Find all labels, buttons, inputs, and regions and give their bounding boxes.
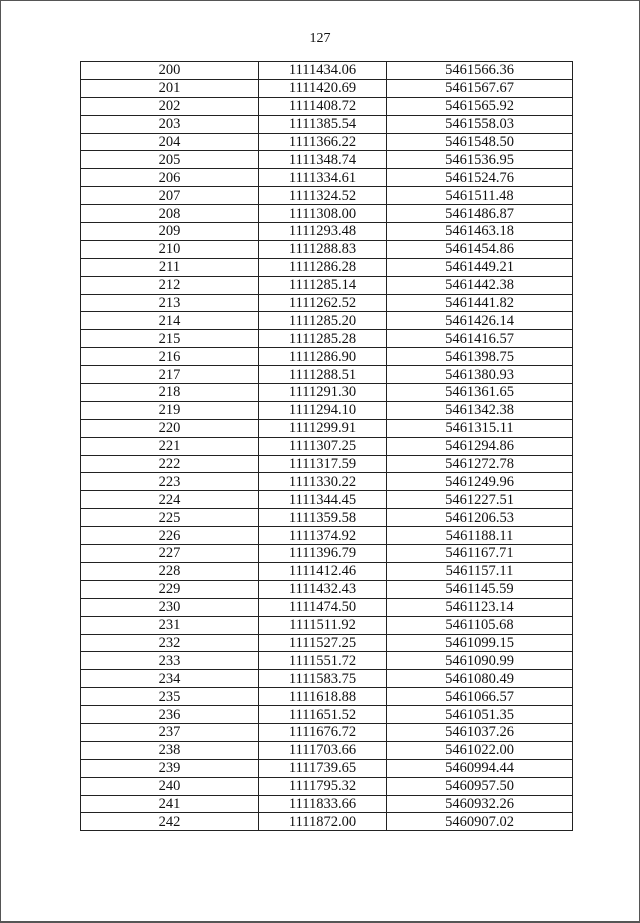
x-coordinate-cell: 1111396.79 [259,545,387,563]
point-number-cell: 213 [81,294,259,312]
y-coordinate-cell: 5461566.36 [387,62,573,80]
x-coordinate-cell: 1111285.20 [259,312,387,330]
table-row [81,79,573,97]
table-row [81,133,573,151]
table-row [81,688,573,706]
table-row [81,580,573,598]
table-row [81,616,573,634]
x-coordinate-cell: 1111527.25 [259,634,387,652]
point-number-cell: 212 [81,276,259,294]
x-coordinate-cell: 1111703.66 [259,741,387,759]
table-row [81,777,573,795]
y-coordinate-cell: 5461090.99 [387,652,573,670]
table-row [81,491,573,509]
table-row [81,598,573,616]
x-coordinate-cell: 1111294.10 [259,401,387,419]
table-row [81,294,573,312]
point-number-cell: 216 [81,348,259,366]
y-coordinate-cell: 5461145.59 [387,580,573,598]
y-coordinate-cell: 5461342.38 [387,401,573,419]
point-number-cell: 231 [81,616,259,634]
point-number-cell: 235 [81,688,259,706]
point-number-cell: 226 [81,527,259,545]
point-number-cell: 218 [81,384,259,402]
x-coordinate-cell: 1111412.46 [259,562,387,580]
point-number-cell: 232 [81,634,259,652]
x-coordinate-cell: 1111618.88 [259,688,387,706]
x-coordinate-cell: 1111348.74 [259,151,387,169]
y-coordinate-cell: 5460994.44 [387,759,573,777]
x-coordinate-cell: 1111285.14 [259,276,387,294]
point-number-cell: 225 [81,509,259,527]
point-number-cell: 228 [81,562,259,580]
point-number-cell: 239 [81,759,259,777]
table-row [81,187,573,205]
table-row [81,473,573,491]
x-coordinate-cell: 1111872.00 [259,813,387,831]
table-row [81,258,573,276]
y-coordinate-cell: 5461080.49 [387,670,573,688]
table-row [81,384,573,402]
point-number-cell: 229 [81,580,259,598]
table-row [81,151,573,169]
y-coordinate-cell: 5461206.53 [387,509,573,527]
table-row [81,723,573,741]
y-coordinate-cell: 5460932.26 [387,795,573,813]
x-coordinate-cell: 1111308.00 [259,205,387,223]
point-number-cell: 221 [81,437,259,455]
y-coordinate-cell: 5461272.78 [387,455,573,473]
y-coordinate-cell: 5460957.50 [387,777,573,795]
table-row [81,240,573,258]
table-row [81,366,573,384]
table-row [81,652,573,670]
y-coordinate-cell: 5461099.15 [387,634,573,652]
table-row [81,62,573,80]
y-coordinate-cell: 5460907.02 [387,813,573,831]
x-coordinate-cell: 1111359.58 [259,509,387,527]
x-coordinate-cell: 1111408.72 [259,97,387,115]
y-coordinate-cell: 5461022.00 [387,741,573,759]
page-number: 127 [309,31,331,46]
y-coordinate-cell: 5461454.86 [387,240,573,258]
table-row [81,437,573,455]
y-coordinate-cell: 5461565.92 [387,97,573,115]
x-coordinate-cell: 1111317.59 [259,455,387,473]
x-coordinate-cell: 1111434.06 [259,62,387,80]
y-coordinate-cell: 5461037.26 [387,723,573,741]
point-number-cell: 219 [81,401,259,419]
table-row [81,115,573,133]
y-coordinate-cell: 5461463.18 [387,223,573,241]
x-coordinate-cell: 1111651.52 [259,706,387,724]
y-coordinate-cell: 5461426.14 [387,312,573,330]
x-coordinate-cell: 1111739.65 [259,759,387,777]
x-coordinate-cell: 1111293.48 [259,223,387,241]
y-coordinate-cell: 5461416.57 [387,330,573,348]
point-number-cell: 215 [81,330,259,348]
table-row [81,419,573,437]
point-number-cell: 238 [81,741,259,759]
table-row [81,169,573,187]
y-coordinate-cell: 5461249.96 [387,473,573,491]
table-row [81,545,573,563]
x-coordinate-cell: 1111833.66 [259,795,387,813]
point-number-cell: 200 [81,62,259,80]
y-coordinate-cell: 5461524.76 [387,169,573,187]
coordinates-table-body [81,62,573,831]
y-coordinate-cell: 5461157.11 [387,562,573,580]
point-number-cell: 224 [81,491,259,509]
point-number-cell: 206 [81,169,259,187]
point-number-cell: 209 [81,223,259,241]
y-coordinate-cell: 5461315.11 [387,419,573,437]
x-coordinate-cell: 1111474.50 [259,598,387,616]
point-number-cell: 220 [81,419,259,437]
y-coordinate-cell: 5461188.11 [387,527,573,545]
table-row [81,312,573,330]
x-coordinate-cell: 1111285.28 [259,330,387,348]
y-coordinate-cell: 5461567.67 [387,79,573,97]
x-coordinate-cell: 1111288.51 [259,366,387,384]
x-coordinate-cell: 1111291.30 [259,384,387,402]
y-coordinate-cell: 5461051.35 [387,706,573,724]
point-number-cell: 211 [81,258,259,276]
table-row [81,562,573,580]
point-number-cell: 240 [81,777,259,795]
x-coordinate-cell: 1111324.52 [259,187,387,205]
table-row [81,509,573,527]
y-coordinate-cell: 5461442.38 [387,276,573,294]
y-coordinate-cell: 5461227.51 [387,491,573,509]
table-row [81,205,573,223]
x-coordinate-cell: 1111299.91 [259,419,387,437]
point-number-cell: 222 [81,455,259,473]
point-number-cell: 242 [81,813,259,831]
x-coordinate-cell: 1111307.25 [259,437,387,455]
x-coordinate-cell: 1111432.43 [259,580,387,598]
table-row [81,634,573,652]
y-coordinate-cell: 5461066.57 [387,688,573,706]
table-row [81,276,573,294]
y-coordinate-cell: 5461294.86 [387,437,573,455]
y-coordinate-cell: 5461167.71 [387,545,573,563]
table-row [81,330,573,348]
point-number-cell: 236 [81,706,259,724]
x-coordinate-cell: 1111344.45 [259,491,387,509]
x-coordinate-cell: 1111366.22 [259,133,387,151]
y-coordinate-cell: 5461398.75 [387,348,573,366]
table-row [81,813,573,831]
y-coordinate-cell: 5461449.21 [387,258,573,276]
table-row [81,759,573,777]
table-row [81,223,573,241]
y-coordinate-cell: 5461511.48 [387,187,573,205]
x-coordinate-cell: 1111420.69 [259,79,387,97]
point-number-cell: 234 [81,670,259,688]
x-coordinate-cell: 1111330.22 [259,473,387,491]
table-row [81,348,573,366]
point-number-cell: 227 [81,545,259,563]
y-coordinate-cell: 5461548.50 [387,133,573,151]
point-number-cell: 203 [81,115,259,133]
point-number-cell: 214 [81,312,259,330]
x-coordinate-cell: 1111795.32 [259,777,387,795]
x-coordinate-cell: 1111511.92 [259,616,387,634]
y-coordinate-cell: 5461380.93 [387,366,573,384]
x-coordinate-cell: 1111385.54 [259,115,387,133]
point-number-cell: 237 [81,723,259,741]
y-coordinate-cell: 5461123.14 [387,598,573,616]
y-coordinate-cell: 5461536.95 [387,151,573,169]
x-coordinate-cell: 1111583.75 [259,670,387,688]
point-number-cell: 233 [81,652,259,670]
table-row [81,527,573,545]
table-row [81,401,573,419]
x-coordinate-cell: 1111676.72 [259,723,387,741]
point-number-cell: 210 [81,240,259,258]
x-coordinate-cell: 1111288.83 [259,240,387,258]
point-number-cell: 223 [81,473,259,491]
x-coordinate-cell: 1111262.52 [259,294,387,312]
point-number-cell: 201 [81,79,259,97]
table-row [81,455,573,473]
table-row [81,706,573,724]
x-coordinate-cell: 1111374.92 [259,527,387,545]
x-coordinate-cell: 1111286.90 [259,348,387,366]
point-number-cell: 207 [81,187,259,205]
y-coordinate-cell: 5461441.82 [387,294,573,312]
point-number-cell: 204 [81,133,259,151]
table-row [81,741,573,759]
y-coordinate-cell: 5461105.68 [387,616,573,634]
coordinates-table [80,61,573,831]
x-coordinate-cell: 1111334.61 [259,169,387,187]
table-row [81,97,573,115]
point-number-cell: 202 [81,97,259,115]
point-number-cell: 217 [81,366,259,384]
table-row [81,795,573,813]
y-coordinate-cell: 5461558.03 [387,115,573,133]
y-coordinate-cell: 5461361.65 [387,384,573,402]
point-number-cell: 241 [81,795,259,813]
point-number-cell: 230 [81,598,259,616]
y-coordinate-cell: 5461486.87 [387,205,573,223]
point-number-cell: 205 [81,151,259,169]
point-number-cell: 208 [81,205,259,223]
x-coordinate-cell: 1111551.72 [259,652,387,670]
x-coordinate-cell: 1111286.28 [259,258,387,276]
table-row [81,670,573,688]
